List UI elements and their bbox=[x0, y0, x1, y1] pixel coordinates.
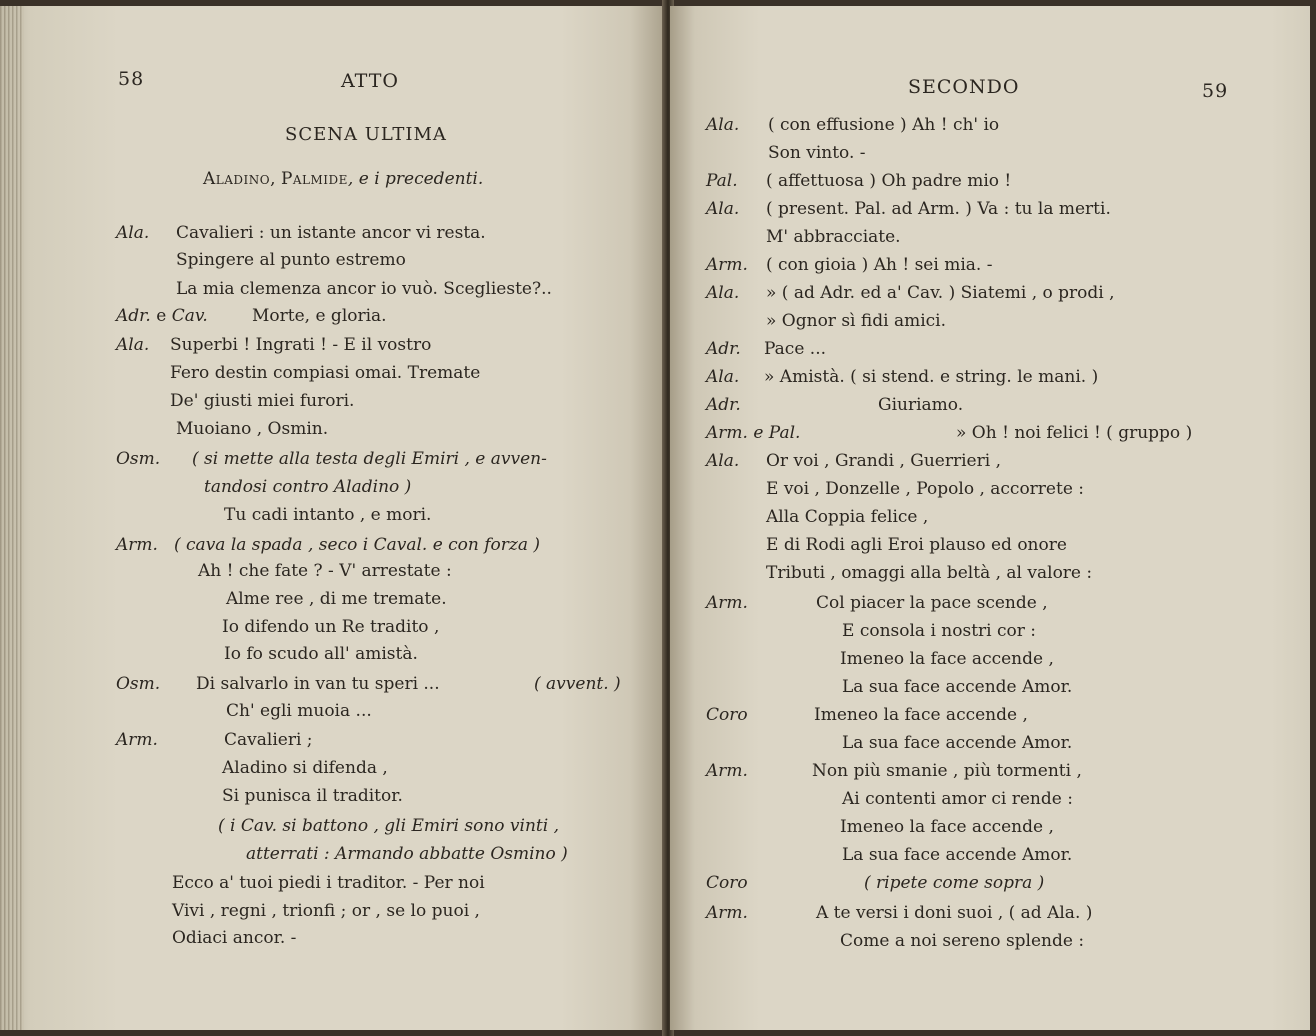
dialogue-line: » Oh ! noi felici ! ( gruppo ) bbox=[956, 423, 1193, 443]
right-page bbox=[670, 6, 1310, 1030]
dialogue-line: Di salvarlo in van tu speri ... bbox=[196, 674, 440, 694]
dialogue-line: Odiaci ancor. - bbox=[172, 928, 297, 948]
dialogue-line: » Amistà. ( si stend. e string. le mani. ) bbox=[764, 367, 1099, 387]
dialogue-line: Spingere al punto estremo bbox=[176, 250, 406, 270]
dialogue-line: » ( ad Adr. ed a' Cav. ) Siatemi , o prodi , bbox=[766, 283, 1115, 303]
dialogue-line: De' giusti miei furori. bbox=[170, 391, 355, 411]
speaker-label: Adr. bbox=[706, 395, 741, 415]
character-name: Palmide bbox=[280, 169, 348, 189]
dialogue-line: Vivi , regni , trionfi ; or , se lo puoi , bbox=[172, 901, 480, 921]
dialogue-line: Non più smanie , più tormenti , bbox=[812, 761, 1082, 781]
speaker-label: Osm. bbox=[116, 674, 161, 694]
left-page bbox=[0, 6, 666, 1030]
speaker-label: Arm. bbox=[706, 903, 748, 923]
dialogue-line: Muoiano , Osmin. bbox=[176, 419, 329, 439]
dialogue-line: Giuriamo. bbox=[878, 395, 964, 415]
speaker-label: Arm. bbox=[706, 593, 748, 613]
stage-direction: ( si mette alla testa degli Emiri , e avven- bbox=[192, 449, 547, 469]
scene-title: SCENA ULTIMA bbox=[285, 124, 447, 145]
dialogue-line: Superbi ! Ingrati ! - E il vostro bbox=[170, 335, 432, 355]
dialogue-line: Aladino si difenda , bbox=[222, 758, 388, 778]
dialogue-line: Ecco a' tuoi piedi i traditor. - Per noi bbox=[172, 873, 485, 893]
speaker-name: Cav. bbox=[171, 306, 208, 326]
running-head: ATTO bbox=[341, 70, 399, 92]
page-edge-stack bbox=[0, 6, 24, 1030]
dialogue-line: La sua face accende Amor. bbox=[842, 733, 1073, 753]
stage-direction: ( i Cav. si battono , gli Emiri sono vinti , bbox=[218, 816, 559, 836]
dialogue-line: ( affettuosa ) Oh padre mio ! bbox=[766, 171, 1012, 191]
speaker-label: Ala. bbox=[706, 199, 740, 219]
speaker-label: Pal. bbox=[706, 171, 738, 191]
dialogue-line: Or voi , Grandi , Guerrieri , bbox=[766, 451, 1001, 471]
speaker-label: Coro bbox=[706, 705, 748, 725]
dialogue-line: Io difendo un Re tradito , bbox=[222, 617, 440, 637]
dialogue-line: Ah ! che fate ? - V' arrestate : bbox=[198, 561, 452, 581]
stage-direction: tandosi contro Aladino ) bbox=[204, 477, 412, 497]
dialogue-line: Alla Coppia felice , bbox=[766, 507, 929, 527]
dialogue-line: » Ognor sì fidi amici. bbox=[766, 311, 947, 331]
speaker-label: Ala. bbox=[706, 367, 740, 387]
speaker-label: Osm. bbox=[116, 449, 161, 469]
stage-direction: atterrati : Armando abbatte Osmino ) bbox=[246, 844, 568, 864]
dialogue-line: Imeneo la face accende , bbox=[814, 705, 1028, 725]
dialogue-line: Io fo scudo all' amistà. bbox=[224, 644, 418, 664]
speaker-label: Adr. bbox=[706, 339, 741, 359]
dialogue-line: E di Rodi agli Eroi plauso ed onore bbox=[766, 535, 1067, 555]
dialogue-line: Alme ree , di me tremate. bbox=[226, 589, 447, 609]
character-name: Aladino bbox=[203, 169, 271, 189]
speaker-label: Ala. bbox=[706, 115, 740, 135]
dialogue-line: La sua face accende Amor. bbox=[842, 845, 1073, 865]
stage-direction: ( cava la spada , seco i Caval. e con forza ) bbox=[174, 535, 541, 555]
characters-line: Aladino, Palmide, e i precedenti. bbox=[203, 169, 484, 189]
dialogue-line: Cavalieri : un istante ancor vi resta. bbox=[176, 223, 486, 243]
speaker-label: Ala. bbox=[116, 223, 150, 243]
dialogue-line: E consola i nostri cor : bbox=[842, 621, 1037, 641]
stage-direction: ( avvent. ) bbox=[534, 674, 621, 694]
dialogue-line: Fero destin compiasi omai. Tremate bbox=[170, 363, 481, 383]
speaker-label: Ala. bbox=[706, 451, 740, 471]
speaker-label: Arm. bbox=[706, 761, 748, 781]
running-head: SECONDO bbox=[908, 76, 1020, 98]
dialogue-line: Si punisca il traditor. bbox=[222, 786, 403, 806]
speaker-label: Arm. bbox=[706, 255, 748, 275]
dialogue-line: Morte, e gloria. bbox=[252, 306, 387, 326]
dialogue-line: Come a noi sereno splende : bbox=[840, 931, 1085, 951]
dialogue-line: Col piacer la pace scende , bbox=[816, 593, 1048, 613]
speaker-label: Ala. bbox=[116, 335, 150, 355]
speaker-connector: e bbox=[156, 306, 167, 326]
speaker-label: Coro bbox=[706, 873, 748, 893]
dialogue-line: Tu cadi intanto , e mori. bbox=[224, 505, 432, 525]
dialogue-line: La mia clemenza ancor io vuò. Sceglieste?.. bbox=[176, 279, 552, 299]
dialogue-line: ( con effusione ) Ah ! ch' io bbox=[768, 115, 1000, 135]
speaker-label: Arm. bbox=[116, 730, 158, 750]
dialogue-line: ( con gioia ) Ah ! sei mia. - bbox=[766, 255, 993, 275]
speaker-label: Arm. bbox=[116, 535, 158, 555]
dialogue-line: Pace ... bbox=[764, 339, 827, 359]
dialogue-line: Cavalieri ; bbox=[224, 730, 313, 750]
characters-rest: , e i precedenti. bbox=[347, 169, 484, 189]
dialogue-line: ( present. Pal. ad Arm. ) Va : tu la merti. bbox=[766, 199, 1111, 219]
dialogue-line: Tributi , omaggi alla beltà , al valore : bbox=[766, 563, 1093, 583]
speaker-label: Arm. e Pal. bbox=[706, 423, 801, 443]
dialogue-line: Ch' egli muoia ... bbox=[226, 701, 372, 721]
speaker-name: Adr. bbox=[116, 306, 151, 326]
dialogue-line: E voi , Donzelle , Popolo , accorrete : bbox=[766, 479, 1085, 499]
dialogue-line: Imeneo la face accende , bbox=[840, 817, 1054, 837]
dialogue-line: A te versi i doni suoi , ( ad Ala. ) bbox=[816, 903, 1093, 923]
dialogue-line: La sua face accende Amor. bbox=[842, 677, 1073, 697]
stage-direction: ( ripete come sopra ) bbox=[864, 873, 1045, 893]
page-number: 59 bbox=[1202, 80, 1229, 102]
page-number: 58 bbox=[118, 68, 145, 90]
speaker-label bbox=[116, 305, 208, 327]
dialogue-line: Imeneo la face accende , bbox=[840, 649, 1054, 669]
dialogue-line: M' abbracciate. bbox=[766, 227, 901, 247]
speaker-label: Ala. bbox=[706, 283, 740, 303]
dialogue-line: Son vinto. - bbox=[768, 143, 866, 163]
dialogue-line: Ai contenti amor ci rende : bbox=[842, 789, 1073, 809]
